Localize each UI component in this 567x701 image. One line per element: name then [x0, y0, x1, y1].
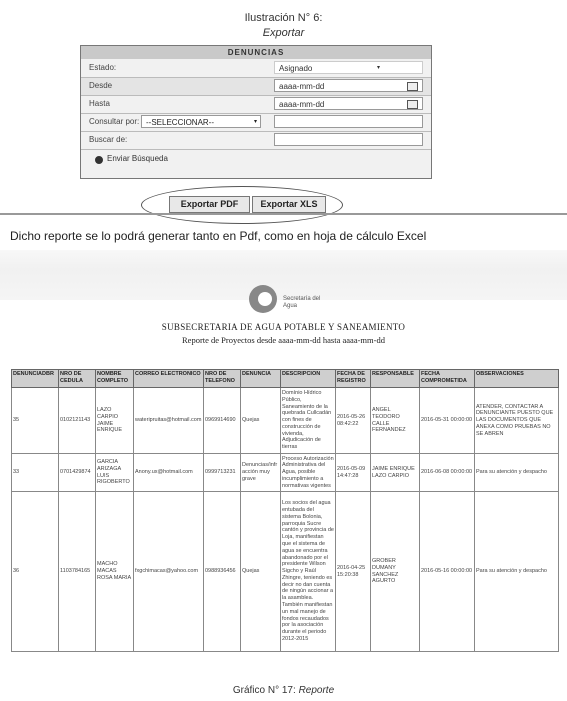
column-header: OBSERVACIONES — [475, 370, 559, 388]
hasta-row — [81, 96, 431, 114]
table-cell: ATENDER, CONTACTAR A DENUNCIANTE PUESTO QUE LAS DOCUMENTOS QUE ANEXA COMO PRUEBAS NO SE ABREN — [475, 388, 559, 454]
table-cell: 2016-05-26 08:42:22 — [336, 388, 371, 454]
form-header: DENUNCIAS — [81, 46, 431, 59]
table-cell: GARCIA ARIZAGA LUIS RIGOBERTO — [96, 454, 134, 492]
table-cell: wateripruitas@hotmail.com — [134, 388, 204, 454]
table-cell: 1103784165 — [59, 492, 96, 652]
table-cell: Quejas — [241, 492, 281, 652]
column-header: NOMBRE COMPLETO — [96, 370, 134, 388]
estado-label: Estado: — [89, 63, 117, 72]
report-organization: SUBSECRETARIA DE AGUA POTABLE Y SANEAMIENTO — [161, 322, 406, 332]
chevron-down-icon: ▾ — [376, 65, 380, 71]
table-header-row — [12, 370, 559, 388]
table-cell: Anony.ux@hotmail.com — [134, 454, 204, 492]
search-form — [80, 45, 432, 179]
figure-caption-prefix: Gráfico N° 17: — [232, 685, 296, 696]
table-row — [12, 388, 559, 454]
radio-icon[interactable] — [95, 156, 103, 164]
hasta-placeholder: aaaa-mm-dd — [279, 100, 325, 109]
export-xls-button[interactable]: Exportar XLS — [252, 196, 326, 213]
consultar-text-input[interactable] — [274, 115, 423, 128]
table-row — [12, 454, 559, 492]
table-cell: MACHO MACAS ROSA MARIA — [96, 492, 134, 652]
table-cell: Domínio Hídrico Público, Saneamiento de la quebrada Cullcadán con fines de construcción de vivienda, Adjudicación de tierras — [281, 388, 336, 454]
column-header: DENUNCIADBR — [12, 370, 59, 388]
desde-placeholder: aaaa-mm-dd — [279, 82, 325, 91]
table-cell: Denuncias/infracción muy grave — [241, 454, 281, 492]
desde-date-input[interactable] — [274, 79, 423, 92]
table-cell: 2016-04-25 15:20:38 — [336, 492, 371, 652]
illustration-subtitle: Exportar — [262, 27, 305, 39]
buscar-input[interactable] — [274, 133, 423, 146]
table-cell: Para su atención y despacho — [475, 454, 559, 492]
calendar-icon[interactable] — [407, 100, 418, 109]
column-header: DESCRIPCION — [281, 370, 336, 388]
table-cell: Proceso Autorización Administrativa del Agua, posible incumplimiento a normativas vigentes — [281, 454, 336, 492]
table-cell: 0999713231 — [204, 454, 241, 492]
table-cell: Los socios del agua entubada del sistema Bolonia, parroquia Sucre cantón y provincia de Loja, manifiestan que el sistema de agua se encuentra abandonado por el presidente Wilson Sigcho y Raúl Zhingre, teniendo es decir no dan cuenta de ningún accionar a la asamblea. También manifiestan un mal manejo de fondos recaudados por la asociación durante el periodo 2012-2015 — [281, 492, 336, 652]
table-cell: GROBER DUMANY SANCHEZ AGURTO — [371, 492, 420, 652]
enviar-row — [81, 150, 431, 176]
buscar-row — [81, 132, 431, 150]
table-cell: 36 — [12, 492, 59, 652]
table-cell: 33 — [12, 454, 59, 492]
export-pdf-button[interactable]: Exportar PDF — [169, 196, 250, 213]
logo-inner — [258, 292, 272, 306]
column-header: RESPONSABLE — [371, 370, 420, 388]
report-table — [11, 369, 559, 652]
divider — [0, 213, 567, 215]
logo-text-line-1: Secretaría del — [283, 296, 321, 302]
consultar-label: Consultar por: — [89, 117, 140, 126]
logo-text-line-2: Agua — [283, 303, 298, 309]
consultar-value: --SELECCIONAR-- — [146, 118, 215, 127]
column-header: FECHA DE REGISTRO — [336, 370, 371, 388]
column-header: DENUNCIA — [241, 370, 281, 388]
hasta-label: Hasta — [89, 99, 110, 108]
illustration-title: Ilustración N° 6: — [244, 12, 323, 24]
table-cell: Quejas — [241, 388, 281, 454]
hasta-date-input[interactable] — [274, 97, 423, 110]
figure-caption — [0, 685, 567, 696]
description-paragraph: Dicho reporte se lo podrá generar tanto en Pdf, como en hoja de cálculo Excel — [10, 229, 427, 243]
table-cell: JAIME ENRIQUE LAZO CARPIO — [371, 454, 420, 492]
table-cell: 2016-05-16 00:00:00 — [420, 492, 475, 652]
table-cell: 0701429874 — [59, 454, 96, 492]
buscar-label: Buscar de: — [89, 135, 128, 144]
calendar-icon[interactable] — [407, 82, 418, 91]
enviar-busqueda-button[interactable]: Enviar Búsqueda — [107, 154, 168, 163]
estado-select[interactable] — [274, 61, 423, 74]
scan-shadow — [0, 250, 567, 300]
table-cell: 2016-05-31 00:00:00 — [420, 388, 475, 454]
table-cell: 0988936456 — [204, 492, 241, 652]
chevron-down-icon: ▾ — [253, 119, 257, 125]
consultar-select[interactable] — [141, 115, 261, 128]
consultar-row — [81, 114, 431, 132]
table-cell: LAZO CARPIO JAIME ENRIQUE — [96, 388, 134, 454]
table-cell: 0969914690 — [204, 388, 241, 454]
table-cell: 2016-05-09 14:47:28 — [336, 454, 371, 492]
figure-caption-name: Reporte — [298, 685, 335, 696]
estado-row — [81, 60, 431, 78]
estado-value: Asignado — [279, 64, 313, 73]
table-cell: 2016-06-08 00:00:00 — [420, 454, 475, 492]
column-header: NRO DE TELEFONO — [204, 370, 241, 388]
desde-row — [81, 78, 431, 96]
report-subtitle: Reporte de Proyectos desde aaaa-mm-dd hasta aaaa-mm-dd — [182, 335, 385, 345]
table-cell: Para su atención y despacho — [475, 492, 559, 652]
column-header: FECHA COMPROMETIDA — [420, 370, 475, 388]
table-cell: ANGEL TEODORO CALLE FERNANDEZ — [371, 388, 420, 454]
table-row — [12, 492, 559, 652]
desde-label: Desde — [89, 81, 113, 90]
table-cell: 0102121143 — [59, 388, 96, 454]
column-header: CORREO ELECTRONICO — [134, 370, 204, 388]
column-header: NRO DE CEDULA — [59, 370, 96, 388]
logo-text — [283, 296, 320, 310]
table-cell: fxgchimacas@yahoo.com — [134, 492, 204, 652]
table-cell: 35 — [12, 388, 59, 454]
